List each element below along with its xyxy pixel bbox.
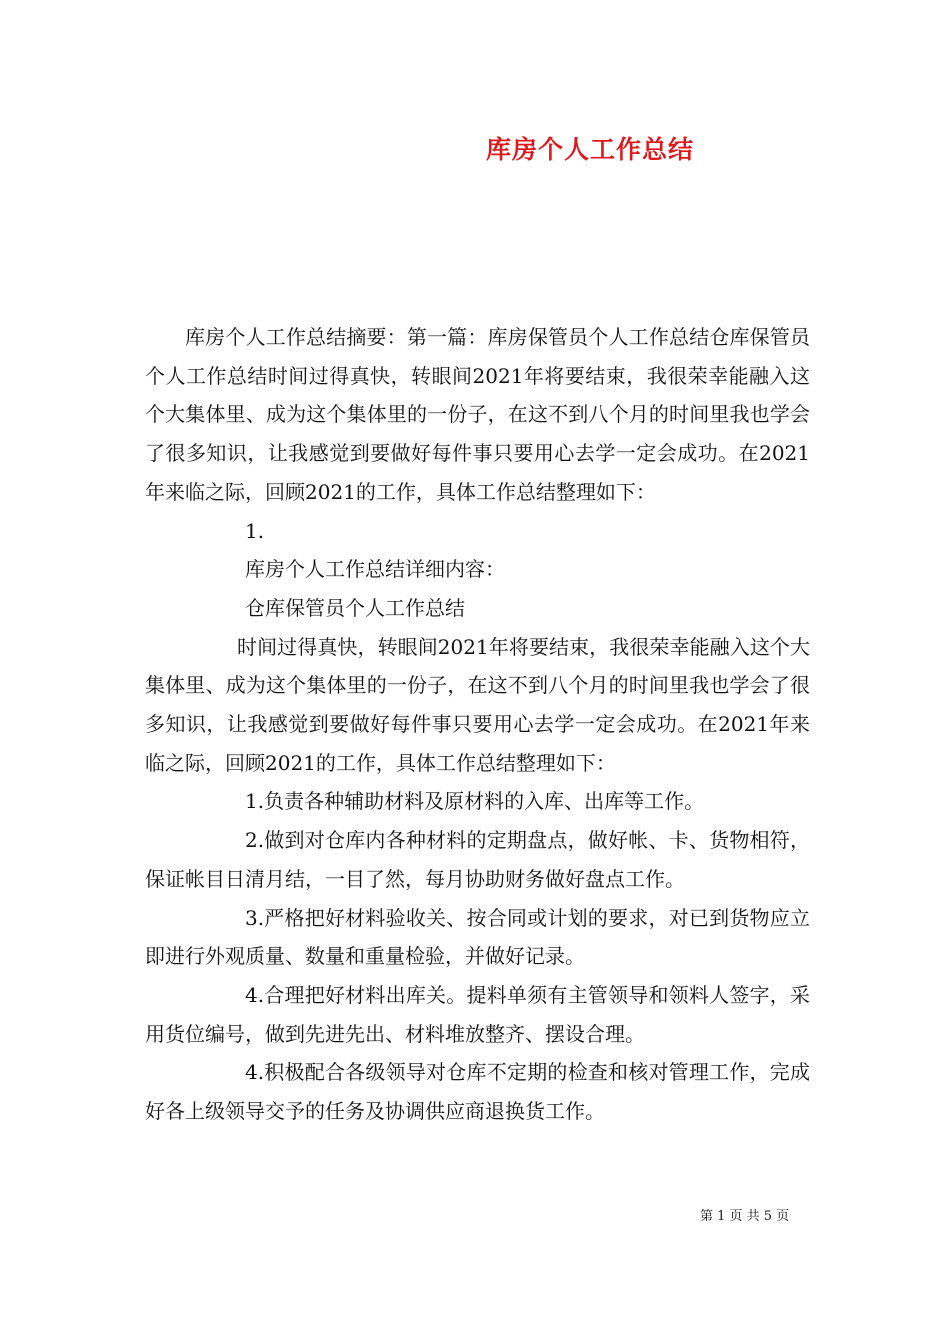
list-item: 4.积极配合各级领导对仓库不定期的检查和核对管理工作，完成好各上级领导交予的任务及协调供应商退换货工作。: [145, 1060, 810, 1124]
paragraph-detail-heading: 库房个人工作总结详细内容：: [245, 557, 505, 582]
page-number: 第 1 页 共 5 页: [700, 1209, 790, 1224]
list-item: 4.合理把好材料出库关。提料单须有主管领导和领料人签字，采用货位编号，做到先进先出、材料堆放整齐、摆设合理。: [145, 982, 810, 1046]
paragraph-summary: 库房个人工作总结摘要：第一篇：库房保管员个人工作总结仓库保管员个人工作总结时间过得真快，转眼间2021年将要结束，我很荣幸能融入这个大集体里、成为这个集体里的一份子，在这不到八个月的时间里我也学会了很多知识，让我感觉到要做好每件事只要用心去学一定会成功。在2021年来临之际，回顾2021的工作，具体工作总结整理如下：: [145, 325, 810, 504]
paragraph-intro: 时间过得真快，转眼间2021年将要结束，我很荣幸能融入这个大集体里、成为这个集体里的一份子，在这不到八个月的时间里我也学会了很多知识，让我感觉到要做好每件事只要用心去学一定会成功。在2021年来临之际，回顾2021的工作，具体工作总结整理如下：: [145, 634, 810, 775]
list-item: 3.严格把好材料验收关、按合同或计划的要求，对已到货物应立即进行外观质量、数量和重量检验，并做好记录。: [145, 905, 810, 969]
document-body: [145, 318, 810, 1131]
list-item: 1.负责各种辅助材料及原材料的入库、出库等工作。: [245, 789, 705, 814]
list-item: 2.做到对仓库内各种材料的定期盘点，做好帐、卡、货物相符，保证帐目日清月结，一目了然，每月协助财务做好盘点工作。: [145, 828, 810, 891]
paragraph-number: 1.: [245, 518, 265, 543]
paragraph-subtitle: 仓库保管员个人工作总结: [245, 595, 465, 620]
document-title: 库房个人工作总结: [485, 135, 694, 164]
